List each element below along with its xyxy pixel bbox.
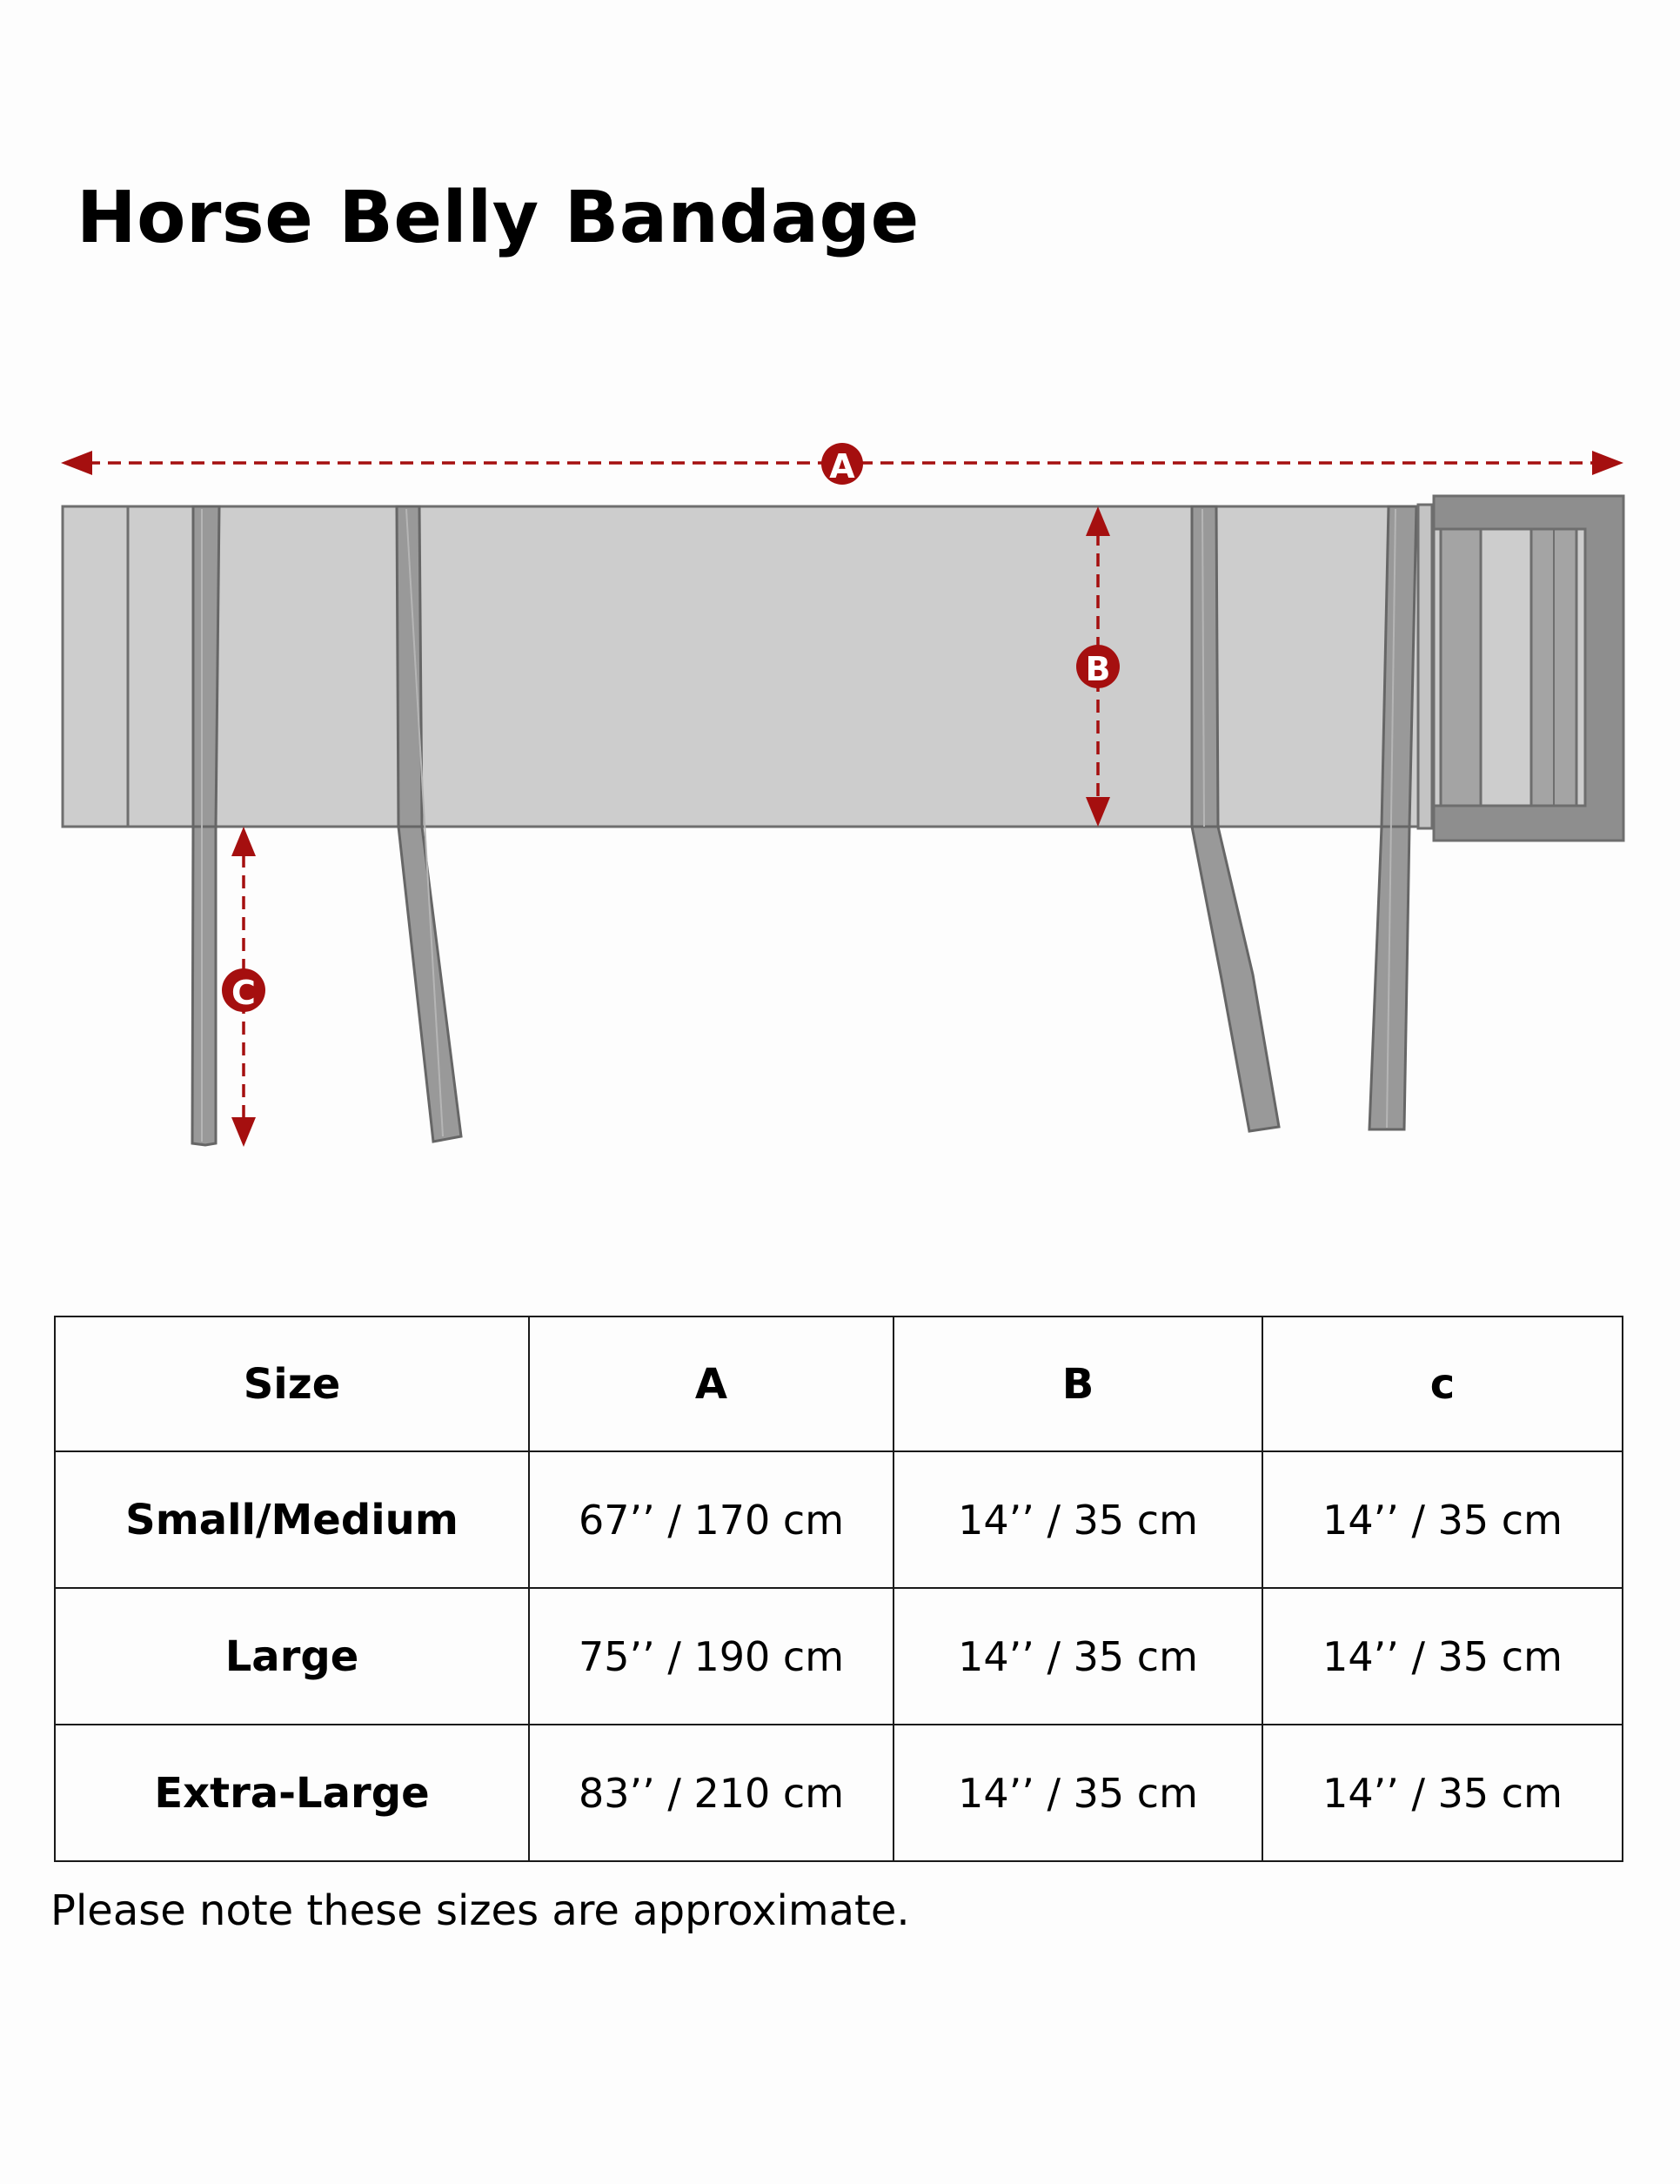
size-note: Please note these sizes are approximate. [50,1886,910,1935]
buckle [1418,496,1623,841]
header-a: A [529,1316,894,1451]
cell-b: 14’’ / 35 cm [894,1588,1262,1725]
cell-b: 14’’ / 35 cm [894,1451,1262,1588]
row-size-label: Large [55,1588,529,1725]
page-title: Horse Belly Bandage [77,177,920,259]
dimension-c [222,827,265,1147]
cell-a: 83’’ / 210 cm [529,1725,894,1861]
dimension-a [61,443,1623,486]
cell-a: 67’’ / 170 cm [529,1451,894,1588]
bandage-body [63,506,1427,827]
table-header-row [55,1316,1623,1451]
cell-c: 14’’ / 35 cm [1262,1588,1623,1725]
dimension-c-label: C [231,974,256,1012]
dimension-b-label: B [1085,650,1111,688]
dimension-a-label: A [829,447,855,486]
size-table [54,1316,1623,1862]
cell-a: 75’’ / 190 cm [529,1588,894,1725]
table-row [55,1725,1623,1861]
row-size-label: Small/Medium [55,1451,529,1588]
header-size: Size [55,1316,529,1451]
table-row [55,1451,1623,1588]
row-size-label: Extra-Large [55,1725,529,1861]
table-row [55,1588,1623,1725]
cell-c: 14’’ / 35 cm [1262,1451,1623,1588]
header-c: c [1262,1316,1623,1451]
cell-c: 14’’ / 35 cm [1262,1725,1623,1861]
strap-1 [192,506,219,1145]
cell-b: 14’’ / 35 cm [894,1725,1262,1861]
header-b: B [894,1316,1262,1451]
